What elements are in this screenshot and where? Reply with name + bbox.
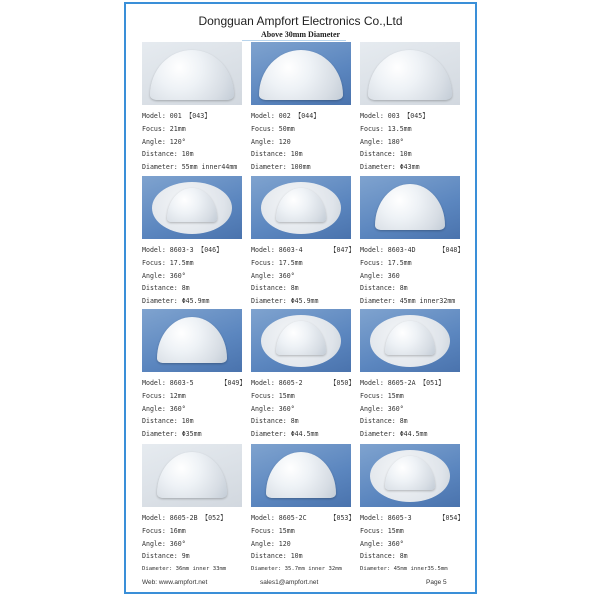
spec-angle xyxy=(142,403,252,416)
product-specs xyxy=(142,512,252,576)
spec-distance-text: Distance: 10m xyxy=(251,150,303,159)
spec-model-text: Model: 8605-2 xyxy=(251,379,303,387)
spec-angle xyxy=(142,136,252,149)
product-code: 【052】 xyxy=(201,514,227,522)
spec-angle-text: Angle: 360° xyxy=(360,404,404,413)
spec-distance-text: Distance: 8m xyxy=(360,284,408,293)
spec-distance xyxy=(360,148,470,161)
spec-angle-text: Angle: 120 xyxy=(251,137,291,146)
product-code: 【045】 xyxy=(403,112,429,120)
spec-model xyxy=(360,377,470,390)
spec-focus-text: Focus: 15mm xyxy=(251,391,295,400)
spec-diameter-text: Diameter: Φ45.9mm xyxy=(251,297,319,306)
spec-model-text: Model: 8605-2A xyxy=(360,379,416,387)
product-code: 【047】 xyxy=(329,246,355,254)
product-photo xyxy=(251,42,351,105)
spec-model xyxy=(251,244,361,257)
spec-model-text: Model: 8603-4D xyxy=(360,246,416,254)
spec-angle-text: Angle: 360° xyxy=(142,271,186,280)
spec-diameter-text: Diameter: 55mm inner44mm xyxy=(142,163,238,172)
spec-distance-text: Distance: 8m xyxy=(142,284,190,293)
lens-dome xyxy=(157,452,227,498)
product-specs xyxy=(251,110,361,174)
product-specs xyxy=(142,110,252,174)
product-photo xyxy=(360,444,460,507)
spec-diameter xyxy=(251,295,361,308)
spec-model-text: Model: 8603-4 xyxy=(251,246,303,254)
spec-focus-text: Focus: 15mm xyxy=(360,526,404,535)
spec-angle-text: Angle: 360° xyxy=(251,271,295,280)
spec-angle-text: Angle: 360° xyxy=(142,539,186,548)
subtitle-underline xyxy=(242,40,346,41)
spec-model xyxy=(251,512,361,525)
lens-dome xyxy=(259,50,343,100)
spec-focus-text: Focus: 13.5mm xyxy=(360,124,412,133)
spec-diameter-text: Diameter: 36mm inner 33mm xyxy=(142,566,227,573)
spec-distance xyxy=(251,550,361,563)
product-photo xyxy=(142,444,242,507)
spec-angle-text: Angle: 120° xyxy=(142,137,186,146)
spec-distance xyxy=(251,282,361,295)
product-photo xyxy=(360,42,460,105)
spec-distance xyxy=(251,148,361,161)
spec-distance xyxy=(360,550,470,563)
spec-distance xyxy=(142,415,252,428)
product-specs xyxy=(251,244,361,308)
spec-diameter xyxy=(251,161,361,174)
spec-focus xyxy=(142,390,252,403)
spec-focus-text: Focus: 15mm xyxy=(251,526,295,535)
spec-focus xyxy=(142,123,252,136)
product-photo xyxy=(360,176,460,239)
product-photo xyxy=(142,176,242,239)
product-specs xyxy=(360,244,470,308)
spec-model-text: Model: 003 xyxy=(360,112,400,120)
spec-focus-text: Focus: 50mm xyxy=(251,124,295,133)
spec-focus xyxy=(251,123,361,136)
product-specs xyxy=(360,377,470,441)
product-code: 【049】 xyxy=(220,379,246,387)
spec-model xyxy=(251,377,361,390)
spec-distance xyxy=(142,148,252,161)
spec-focus xyxy=(360,123,470,136)
spec-focus xyxy=(360,390,470,403)
spec-angle-text: Angle: 360 xyxy=(360,271,400,280)
product-photo xyxy=(142,42,242,105)
spec-angle xyxy=(251,136,361,149)
spec-angle-text: Angle: 360° xyxy=(142,404,186,413)
spec-model-text: Model: 8605-3 xyxy=(360,514,412,522)
product-photo xyxy=(142,309,242,372)
product-code: 【054】 xyxy=(438,514,464,522)
spec-focus xyxy=(142,257,252,270)
product-specs xyxy=(142,377,252,441)
section-subtitle: Above 30mm Diameter xyxy=(260,30,341,39)
spec-diameter-text: Diameter: Φ43mm xyxy=(360,163,420,172)
spec-diameter-text: Diameter: Φ44.5mm xyxy=(360,430,428,439)
lens-dome xyxy=(375,184,445,230)
spec-model-text: Model: 002 xyxy=(251,112,291,120)
spec-distance xyxy=(360,415,470,428)
footer-web: Web: www.ampfort.net xyxy=(142,579,208,586)
spec-distance-text: Distance: 10m xyxy=(142,417,194,426)
spec-diameter-text: Diameter: 45mm inner35.5mm xyxy=(360,566,448,573)
spec-focus xyxy=(251,257,361,270)
spec-angle xyxy=(142,270,252,283)
spec-distance xyxy=(360,282,470,295)
spec-angle xyxy=(251,403,361,416)
spec-diameter xyxy=(360,563,470,576)
spec-focus xyxy=(142,525,252,538)
product-photo xyxy=(251,309,351,372)
spec-angle xyxy=(251,270,361,283)
spec-model-text: Model: 8605-2C xyxy=(251,514,307,522)
spec-distance-text: Distance: 8m xyxy=(251,417,299,426)
spec-distance-text: Distance: 10m xyxy=(142,150,194,159)
product-code: 【053】 xyxy=(329,514,355,522)
spec-focus-text: Focus: 21mm xyxy=(142,124,186,133)
spec-angle-text: Angle: 180° xyxy=(360,137,404,146)
spec-diameter xyxy=(142,295,252,308)
spec-diameter-text: Diameter: 35.7mm inner 32mm xyxy=(251,566,342,573)
spec-diameter-text: Diameter: Φ35mm xyxy=(142,430,202,439)
spec-diameter-text: Diameter: Φ45.9mm xyxy=(142,297,210,306)
product-code: 【044】 xyxy=(294,112,320,120)
spec-diameter xyxy=(360,428,470,441)
spec-model xyxy=(142,244,252,257)
product-code: 【051】 xyxy=(419,379,445,387)
spec-distance-text: Distance: 10m xyxy=(360,150,412,159)
spec-model-text: Model: 001 xyxy=(142,112,182,120)
spec-distance-text: Distance: 8m xyxy=(360,552,408,561)
spec-angle xyxy=(142,538,252,551)
product-photo xyxy=(251,176,351,239)
spec-angle-text: Angle: 360° xyxy=(251,404,295,413)
spec-distance xyxy=(142,282,252,295)
spec-focus-text: Focus: 17.5mm xyxy=(251,258,303,267)
spec-focus-text: Focus: 17.5mm xyxy=(360,258,412,267)
spec-diameter-text: Diameter: 100mm xyxy=(251,163,311,172)
spec-model-text: Model: 8605-2B xyxy=(142,514,198,522)
spec-focus-text: Focus: 15mm xyxy=(360,391,404,400)
product-specs xyxy=(360,110,470,174)
spec-angle xyxy=(360,136,470,149)
spec-model xyxy=(142,110,252,123)
spec-distance-text: Distance: 9m xyxy=(142,552,190,561)
lens-dome xyxy=(150,50,234,100)
spec-angle-text: Angle: 360° xyxy=(360,539,404,548)
spec-distance-text: Distance: 8m xyxy=(251,284,299,293)
spec-focus xyxy=(251,390,361,403)
product-specs xyxy=(251,377,361,441)
product-photo xyxy=(360,309,460,372)
product-specs xyxy=(142,244,252,308)
spec-focus xyxy=(360,257,470,270)
spec-diameter xyxy=(360,161,470,174)
spec-focus-text: Focus: 12mm xyxy=(142,391,186,400)
spec-diameter-text: Diameter: Φ44.5mm xyxy=(251,430,319,439)
spec-distance-text: Distance: 8m xyxy=(360,417,408,426)
lens-dome xyxy=(368,50,452,100)
spec-model xyxy=(251,110,361,123)
spec-distance-text: Distance: 10m xyxy=(251,552,303,561)
lens-dome xyxy=(266,452,336,498)
spec-angle-text: Angle: 120 xyxy=(251,539,291,548)
spec-diameter xyxy=(142,161,252,174)
spec-angle xyxy=(360,270,470,283)
spec-model-text: Model: 8603-3 xyxy=(142,246,194,254)
spec-distance xyxy=(142,550,252,563)
catalog-page xyxy=(124,2,477,594)
spec-diameter xyxy=(251,563,361,576)
spec-focus-text: Focus: 17.5mm xyxy=(142,258,194,267)
spec-diameter xyxy=(142,563,252,576)
spec-model xyxy=(142,512,252,525)
spec-angle xyxy=(251,538,361,551)
spec-distance xyxy=(251,415,361,428)
product-specs xyxy=(360,512,470,576)
spec-model xyxy=(360,110,470,123)
product-code: 【048】 xyxy=(438,246,464,254)
spec-model xyxy=(360,244,470,257)
spec-angle xyxy=(360,538,470,551)
product-code: 【043】 xyxy=(185,112,211,120)
spec-diameter xyxy=(360,295,470,308)
product-photo xyxy=(251,444,351,507)
spec-diameter-text: Diameter: 45mm inner32mm xyxy=(360,297,456,306)
spec-focus xyxy=(251,525,361,538)
product-code: 【046】 xyxy=(197,246,223,254)
footer-email: sales1@ampfort.net xyxy=(260,579,319,586)
spec-focus xyxy=(360,525,470,538)
spec-diameter xyxy=(251,428,361,441)
spec-angle xyxy=(360,403,470,416)
spec-focus-text: Focus: 16mm xyxy=(142,526,186,535)
spec-model-text: Model: 8603-5 xyxy=(142,379,194,387)
spec-diameter xyxy=(142,428,252,441)
spec-model xyxy=(142,377,252,390)
lens-dome xyxy=(157,317,227,363)
spec-model xyxy=(360,512,470,525)
product-code: 【050】 xyxy=(329,379,355,387)
footer-page-number: Page 5 xyxy=(426,579,447,586)
company-title: Dongguan Ampfort Electronics Co.,Ltd xyxy=(198,14,403,28)
product-specs xyxy=(251,512,361,576)
